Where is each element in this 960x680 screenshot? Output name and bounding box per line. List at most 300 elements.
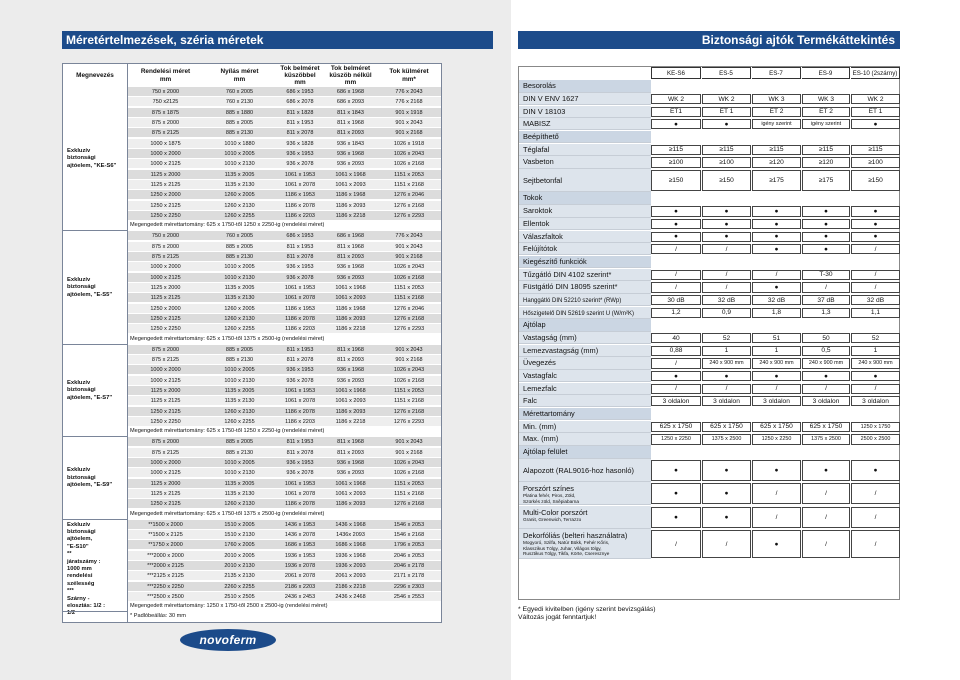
table-cell: 1135 x 2005 — [224, 171, 255, 178]
table-row — [128, 242, 441, 252]
header-order-size: Rendelési méret mm — [128, 64, 203, 87]
bullet-icon: ● — [802, 460, 850, 481]
row-label — [519, 446, 651, 459]
table-cell: 750 x2125 — [152, 99, 179, 106]
row-sublabel: Platina fehér, Piros, Zöld, Szürkés zöld, Sněpiabarna — [523, 493, 580, 504]
table-cell: 885 x 2005 — [225, 119, 254, 126]
section-header-row — [519, 446, 901, 459]
table-cell: 811 x 2078 — [286, 356, 314, 363]
table-row — [128, 448, 441, 458]
table-cell: 1686 x 1968 — [335, 542, 366, 549]
table-row — [128, 396, 441, 406]
value-cell: / — [702, 282, 751, 292]
table-cell: 2010 x 2005 — [224, 552, 255, 559]
table-row — [128, 159, 441, 169]
value-cell: / — [651, 530, 701, 558]
table-cell: 885 x 2130 — [225, 253, 254, 260]
feature-row — [519, 433, 901, 445]
table-cell: 1026 x 2043 — [393, 264, 425, 271]
row-label-text: Lemezvastagság (mm) — [523, 345, 599, 355]
value-cell: 1 — [851, 346, 900, 356]
table-cell: 875 x 2125 — [151, 449, 180, 456]
bullet-icon: ● — [851, 206, 900, 216]
table-cell: 901 x 2043 — [395, 243, 423, 250]
table-cell: **1500 x 2000 — [148, 521, 183, 528]
table-cell: 811 x 2093 — [337, 130, 364, 137]
table-cell: 1010 x 2130 — [224, 470, 255, 477]
row-label-text: Hanggátló DIN 52210 szerint* (RWp) — [523, 298, 622, 304]
row-label-text: Mérettartomány — [523, 408, 575, 418]
row-label-text: Téglafal — [523, 144, 550, 154]
row-label-text: Ajtólap felület — [523, 447, 568, 456]
table-cell: 1135 x 2130 — [224, 398, 255, 405]
table-cell: 1260 x 2130 — [224, 501, 255, 508]
column-header: ES-5 — [702, 67, 751, 79]
table-cell: 875 x 1875 — [151, 109, 180, 116]
row-label-text: Füstgátló DIN 18095 szerint* — [523, 282, 618, 292]
table-cell: 1186 x 2203 — [285, 326, 315, 333]
table-cell: 750 x 2000 — [151, 233, 180, 240]
section-header-row — [519, 80, 901, 93]
table-cell: 1125 x 2125 — [150, 490, 181, 497]
row-label — [519, 243, 651, 255]
table-cell: 2186 x 2203 — [284, 583, 316, 590]
table-cell: 1510 x 2130 — [224, 531, 255, 538]
table-cell: 1250 x 2000 — [150, 192, 181, 199]
table-row — [128, 345, 441, 355]
table-cell: 2171 x 2178 — [393, 573, 425, 580]
table-cell: 936 x 1953 — [286, 459, 314, 466]
bullet-icon: ● — [851, 460, 900, 481]
row-label — [519, 421, 651, 433]
footnote-individual: * Egyedi kivitelben (igény szerint bevizsgálás) — [518, 606, 656, 613]
row-label-text: Válaszfaltok — [523, 231, 563, 241]
model-label: Exkluzív biztonsági ajtóelem, "E-S5" — [67, 276, 113, 298]
table-cell: 1186 x 2203 — [285, 212, 315, 219]
table-row — [128, 561, 441, 571]
value-cell: / — [851, 244, 900, 254]
row-label — [519, 408, 651, 421]
bullet-icon: ● — [651, 460, 701, 481]
table-cell: 1026 x 2168 — [393, 274, 425, 281]
table-cell: 1686 x 1953 — [284, 542, 316, 549]
value-cell: 2500 x 2500 — [851, 434, 900, 444]
value-cell: WK 3 — [752, 94, 801, 104]
table-row — [128, 314, 441, 324]
feature-row — [519, 307, 901, 319]
table-cell: 1276 x 2168 — [393, 501, 425, 508]
value-cell: / — [752, 384, 801, 394]
value-cell: ≥120 — [802, 157, 850, 167]
row-label — [519, 529, 651, 559]
value-cell: / — [651, 358, 701, 368]
bullet-icon: ● — [702, 119, 751, 129]
table-cell: ***2125 x 2125 — [147, 573, 184, 580]
table-cell: 1436 x 1953 — [284, 521, 316, 528]
table-cell: 1135 x 2130 — [224, 295, 255, 302]
table-cell: 811 x 2093 — [337, 253, 364, 260]
table-cell: 1936 x 1953 — [284, 552, 316, 559]
value-cell: / — [702, 244, 751, 254]
table-cell: 1186 x 2218 — [335, 326, 366, 333]
table-cell: 811 x 2078 — [286, 253, 314, 260]
feature-row — [519, 294, 901, 306]
table-row — [128, 582, 441, 592]
table-cell: 811 x 1953 — [286, 439, 314, 446]
feature-row — [519, 118, 901, 130]
table-cell: 2260 x 2255 — [224, 583, 255, 590]
table-cell: 875 x 2000 — [151, 439, 180, 446]
table-cell: 2135 x 2130 — [224, 573, 255, 580]
row-label-text: Dekorfóliás (belteri használatra) — [523, 531, 628, 541]
feature-row — [519, 156, 901, 168]
left-title-bar: Méretértelmezések, széria méretek — [62, 31, 493, 49]
table-cell: 1276 x 2168 — [393, 202, 425, 209]
row-label-text: Ajtólap — [523, 320, 546, 330]
model-column — [63, 87, 128, 622]
value-cell: WK 2 — [851, 94, 900, 104]
value-cell: 1,1 — [851, 308, 900, 318]
table-cell: 811 x 2093 — [337, 356, 364, 363]
table-cell: 1276 x 2293 — [393, 326, 425, 333]
table-cell: 936 x 2078 — [286, 377, 314, 384]
table-cell: 1125 x 2125 — [150, 181, 181, 188]
table-cell: 1276 x 2168 — [393, 315, 425, 322]
table-cell: 686 x 1968 — [336, 89, 365, 95]
table-cell: 885 x 2130 — [225, 130, 254, 137]
value-cell: / — [851, 270, 900, 280]
table-row — [128, 273, 441, 283]
row-label — [519, 256, 651, 269]
model-label: Exkluzív biztonsági ajtóelem, "E-S10" ** járatszámy : 1000 mm rendelési szélesség *** Szárny - elosztás: 1/2 : 1/2 — [67, 521, 106, 617]
table-cell: 1760 x 2005 — [224, 542, 255, 549]
row-label — [519, 118, 651, 130]
row-label-text: Min. (mm) — [523, 421, 557, 431]
table-cell: 1135 x 2005 — [224, 284, 255, 291]
value-cell: ET 2 — [752, 107, 801, 117]
value-cell: / — [851, 507, 900, 528]
table-cell: 1260 x 2255 — [224, 326, 255, 333]
value-cell: ≥150 — [702, 170, 751, 191]
value-cell: ≥100 — [651, 157, 701, 167]
table-cell: 936 x 2093 — [336, 470, 365, 477]
value-cell: 3 oldalon — [752, 396, 801, 406]
value-cell: / — [651, 282, 701, 292]
table-row — [128, 489, 441, 499]
value-cell: ≥175 — [802, 170, 850, 191]
feature-row — [519, 205, 901, 217]
table-cell: 1186 x 2078 — [285, 501, 315, 508]
value-cell: / — [802, 384, 850, 394]
table-cell: 1260 x 2130 — [224, 315, 255, 322]
bullet-icon: ● — [851, 219, 900, 229]
row-label-text: Felújítótok — [523, 244, 558, 254]
feature-row — [519, 332, 901, 344]
value-cell: 0,88 — [651, 346, 701, 356]
feature-row — [519, 506, 901, 529]
row-label — [519, 319, 651, 332]
row-label-text: Falc — [523, 396, 537, 406]
row-label-text: Üvegezés — [523, 358, 556, 368]
table-cell: 1061 x 1953 — [284, 284, 316, 291]
row-label-text: Besorolás — [523, 81, 556, 90]
range-note: Megengedett mérettartomány: 625 x 1750-től 1375 x 2500-ig (rendelési méret) — [130, 510, 325, 517]
bullet-icon: ● — [702, 206, 751, 216]
table-cell: 1010 x 2005 — [224, 264, 255, 271]
value-cell: T-30 — [802, 270, 850, 280]
header-clear-with-threshold: Tok belméret küszöbbel mm — [276, 64, 324, 87]
table-cell: 1250 x 2000 — [150, 305, 181, 312]
feature-row — [519, 345, 901, 357]
value-cell: / — [802, 507, 850, 528]
table-cell: 1061 x 1953 — [284, 171, 316, 178]
table-cell: 760 x 2005 — [225, 89, 254, 95]
table-cell: 885 x 2130 — [225, 356, 254, 363]
section-header-row — [519, 131, 901, 144]
table-cell: 901 x 2043 — [395, 346, 423, 353]
table-cell: 1250 x 2125 — [150, 501, 181, 508]
row-label — [519, 205, 651, 217]
table-cell: 1436 x 1968 — [335, 521, 366, 528]
row-label-text: Tokok — [523, 193, 543, 203]
group-divider — [63, 344, 127, 345]
value-cell: ≥100 — [702, 157, 751, 167]
section-header-row — [519, 408, 901, 421]
bullet-icon: ● — [651, 206, 701, 216]
value-cell: / — [851, 483, 900, 504]
feature-row — [519, 144, 901, 156]
table-cell: 1250 x 2125 — [150, 202, 181, 209]
range-note: Megengedett mérettartomány: 1250 x 1750-től 2500 x 2500-ig (rendelési méret) — [130, 603, 328, 610]
value-cell: 1,8 — [752, 308, 801, 318]
row-label-text: DIN V 18103 — [523, 106, 566, 116]
row-label-text: Max. (mm) — [523, 434, 559, 444]
table-cell: 776 x 2043 — [395, 89, 423, 95]
table-cell: 1186 x 2218 — [335, 212, 366, 219]
table-cell: 2061 x 2093 — [335, 573, 366, 580]
value-cell: 240 x 900 mm — [802, 358, 850, 368]
table-cell: 2186 x 2218 — [335, 583, 366, 590]
table-cell: 1260 x 2255 — [224, 418, 255, 425]
threshold-footnote: * Padlóbeállás: 30 mm — [130, 613, 186, 620]
table-cell: 811 x 1968 — [337, 346, 364, 353]
value-cell: ET 1 — [702, 107, 751, 117]
table-cell: 1151 x 2168 — [394, 398, 424, 405]
table-cell: 1276 x 2168 — [393, 408, 425, 415]
bullet-icon: ● — [802, 206, 850, 216]
value-cell: / — [851, 384, 900, 394]
row-label-text: Multi-Color porszórt — [523, 507, 588, 517]
feature-row — [519, 93, 901, 105]
table-cell: 1061 x 1953 — [284, 387, 316, 394]
table-cell: 811 x 1968 — [337, 119, 364, 126]
feature-row — [519, 231, 901, 243]
table-cell: 936 x 1968 — [336, 150, 365, 157]
row-label — [519, 395, 651, 407]
row-label — [519, 156, 651, 168]
bullet-icon: ● — [702, 460, 751, 481]
model-label: Exkluzív biztonsági ajtóelem, "E-S9" — [67, 467, 113, 489]
table-row — [128, 520, 441, 530]
table-cell: 936 x 1968 — [336, 367, 365, 374]
bullet-icon: ● — [802, 219, 850, 229]
bullet-icon: ● — [752, 460, 801, 481]
row-label-text: Kiegészítő funkciók — [523, 256, 587, 266]
table-cell: 1436 x 2078 — [284, 531, 316, 538]
table-cell: 1276 x 2046 — [393, 192, 425, 199]
table-cell: 1276 x 2293 — [393, 212, 425, 219]
feature-row — [519, 169, 901, 192]
bullet-icon: ● — [702, 371, 751, 381]
table-cell: 811 x 1843 — [337, 109, 364, 116]
table-cell: 1010 x 2005 — [224, 367, 255, 374]
table-cell: 936 x 1968 — [336, 459, 365, 466]
row-label-text: MABISZ — [523, 119, 551, 129]
bullet-icon: ● — [752, 206, 801, 216]
table-cell: 686 x 1953 — [286, 233, 314, 240]
table-cell: ***2250 x 2250 — [147, 583, 184, 590]
table-cell: 2436 x 2468 — [335, 593, 366, 600]
table-cell: 1260 x 2130 — [224, 202, 255, 209]
value-cell: / — [802, 530, 850, 558]
table-row — [128, 128, 441, 138]
table-row — [128, 201, 441, 211]
feature-row — [519, 281, 901, 293]
table-cell: 811 x 2078 — [286, 130, 314, 137]
table-cell: 2296 x 2303 — [393, 583, 425, 590]
table-cell: 811 x 1968 — [337, 243, 364, 250]
table-cell: 1026 x 2168 — [393, 470, 425, 477]
value-cell: 1375 x 2500 — [802, 434, 850, 444]
row-label — [519, 482, 651, 505]
table-cell: 686 x 2093 — [336, 99, 365, 106]
value-cell: / — [702, 530, 751, 558]
table-row — [128, 571, 441, 581]
value-cell: igény szerint — [752, 119, 801, 129]
table-cell: 1125 x 2000 — [150, 387, 181, 394]
feature-row — [519, 106, 901, 118]
table-cell: 1061 x 1968 — [335, 387, 366, 394]
table-cell: 1186 x 2093 — [335, 408, 366, 415]
value-cell: / — [651, 270, 701, 280]
table-row — [128, 437, 441, 447]
table-cell: 1260 x 2005 — [224, 305, 255, 312]
value-cell: / — [651, 384, 701, 394]
table-cell: 1000 x 2000 — [150, 367, 181, 374]
row-label — [519, 218, 651, 230]
feature-row — [519, 269, 901, 281]
row-label — [519, 131, 651, 144]
table-cell: 1250 x 2125 — [150, 408, 181, 415]
table-cell: 1061 x 2093 — [335, 490, 366, 497]
value-cell: 37 dB — [802, 295, 850, 305]
value-cell: 1 — [702, 346, 751, 356]
header-model: Megnevezés — [63, 64, 128, 87]
table-cell: 1000 x 2000 — [150, 459, 181, 466]
bullet-icon: ● — [651, 483, 701, 504]
bullet-icon: ● — [651, 232, 701, 242]
table-cell: 776 x 2168 — [395, 99, 423, 106]
table-cell: 1026 x 1918 — [393, 140, 425, 147]
table-cell: 936 x 1953 — [286, 264, 314, 271]
table-cell: 1250 x 2250 — [150, 212, 181, 219]
right-title-bar: Biztonsági ajtók Termékáttekintés — [518, 31, 900, 49]
table-cell: 1000 x 2000 — [150, 150, 181, 157]
table-cell: 1151 x 2053 — [394, 387, 424, 394]
table-row — [128, 499, 441, 509]
value-cell: 625 x 1750 — [802, 422, 850, 432]
bullet-icon: ● — [752, 232, 801, 242]
bullet-icon: ● — [702, 219, 751, 229]
table-cell: 1125 x 2000 — [150, 284, 181, 291]
value-cell: ET1 — [651, 107, 701, 117]
feature-row — [519, 459, 901, 482]
table-cell: 936 x 1968 — [336, 264, 365, 271]
group-divider — [63, 519, 127, 520]
table-cell: 2010 x 2130 — [224, 562, 255, 569]
table-cell: ***2000 x 2125 — [147, 562, 184, 569]
feature-row — [519, 482, 901, 505]
table-cell: 1000 x 2125 — [150, 161, 181, 168]
row-label — [519, 80, 651, 93]
table-cell: 776 x 2043 — [395, 233, 423, 240]
table-cell: 1061 x 2093 — [335, 295, 366, 302]
table-cell: 1026 x 2043 — [393, 459, 425, 466]
value-cell: 3 oldalon — [651, 396, 701, 406]
table-cell: 1000 x 2125 — [150, 377, 181, 384]
value-cell: 32 dB — [851, 295, 900, 305]
table-cell: 1026 x 2043 — [393, 150, 425, 157]
table-cell: 885 x 2130 — [225, 449, 254, 456]
value-cell: / — [802, 483, 850, 504]
value-cell: ≥150 — [651, 170, 701, 191]
row-label — [519, 357, 651, 369]
table-cell: 901 x 2168 — [395, 356, 423, 363]
table-cell: 1026 x 2168 — [393, 161, 425, 168]
value-cell: 1250 x 2250 — [651, 434, 701, 444]
table-cell: 686 x 1953 — [286, 89, 314, 95]
row-label — [519, 269, 651, 281]
table-cell: 1151 x 2168 — [394, 490, 424, 497]
table-cell: 936 x 1843 — [336, 140, 365, 147]
table-cell: 936 x 1953 — [286, 367, 314, 374]
table-cell: 901 x 2043 — [395, 439, 423, 446]
feature-row — [519, 421, 901, 433]
value-cell: 625 x 1750 — [752, 422, 801, 432]
table-cell: 686 x 1968 — [336, 233, 365, 240]
table-cell: 1151 x 2053 — [394, 284, 424, 291]
value-cell: 51 — [752, 333, 801, 343]
table-cell: 936 x 2078 — [286, 161, 314, 168]
table-cell: 1061 x 2093 — [335, 398, 366, 405]
table-cell: 936 x 1953 — [286, 150, 314, 157]
table-cell: ***2000 x 2000 — [147, 552, 184, 559]
table-cell: 1010 x 2005 — [224, 150, 255, 157]
dimensions-table — [62, 63, 442, 623]
table-cell: 1010 x 2005 — [224, 459, 255, 466]
feature-row — [519, 395, 901, 407]
range-note: Megengedett mérettartomány: 625 x 1750-től 1250 x 2250-ig (rendelési méret) — [130, 428, 325, 435]
value-cell: 240 x 900 mm — [752, 358, 801, 368]
table-cell: 760 x 2005 — [225, 233, 254, 240]
row-label — [519, 370, 651, 382]
table-cell: 1125 x 2125 — [150, 398, 181, 405]
value-cell: 52 — [851, 333, 900, 343]
table-cell: 2436 x 2453 — [284, 593, 316, 600]
table-row — [128, 479, 441, 489]
table-row — [128, 551, 441, 561]
value-cell: ET 1 — [851, 107, 900, 117]
